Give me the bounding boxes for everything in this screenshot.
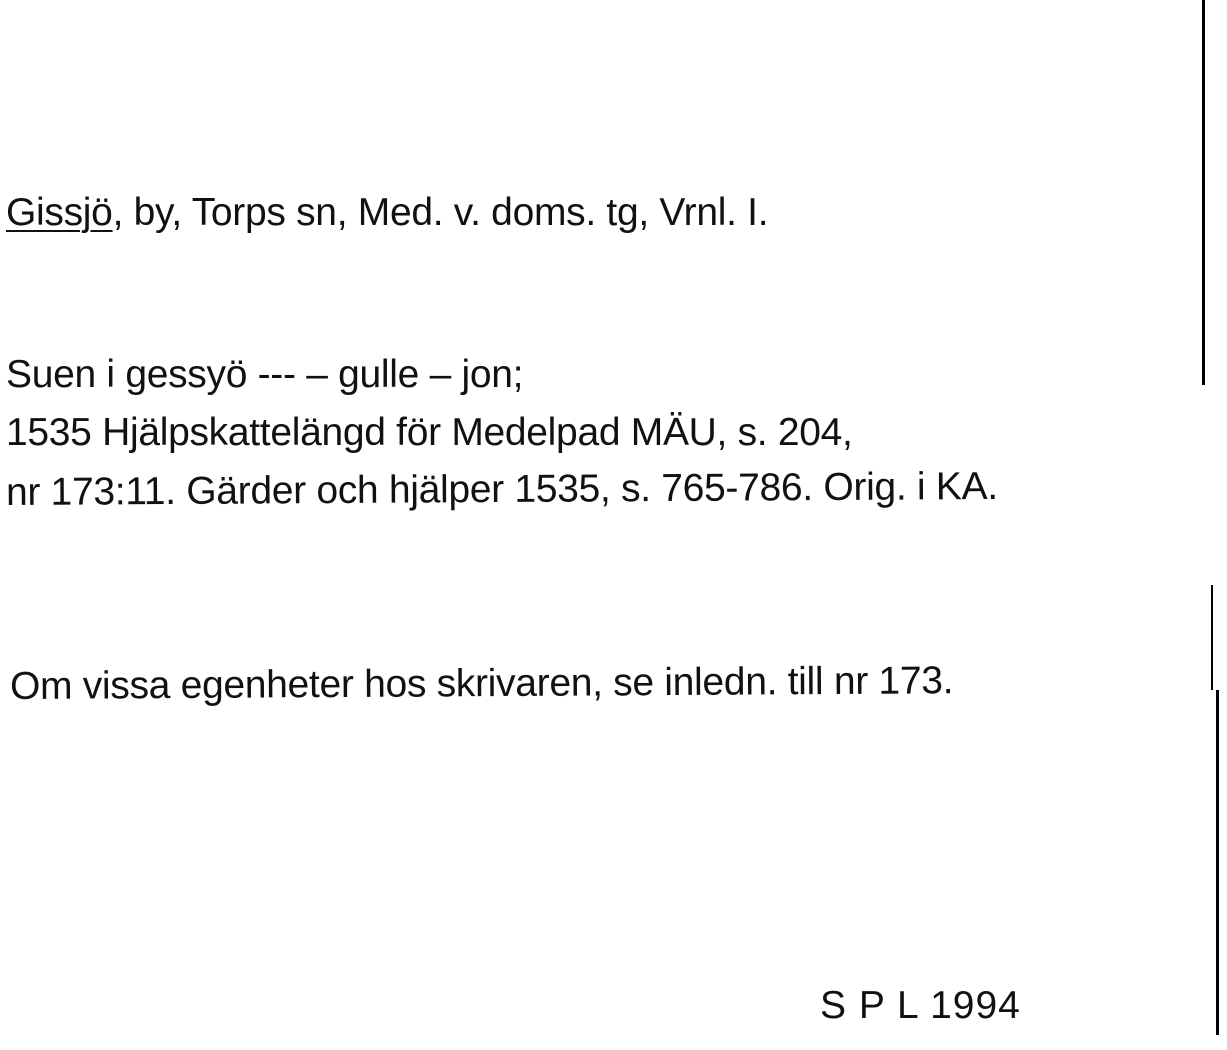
card-edge-middle xyxy=(1211,585,1213,690)
signature: S P L 1994 xyxy=(820,984,1021,1027)
card-edge-bottom xyxy=(1216,690,1219,1035)
source-form-line: Suen i gessyö --- – gulle – jon; xyxy=(6,353,524,396)
card-heading xyxy=(6,190,768,236)
heading-details: , by, Torps sn, Med. v. doms. tg, Vrnl. I. xyxy=(112,191,769,234)
headword: Gissjö xyxy=(6,191,113,234)
card-edge-top xyxy=(1202,0,1205,385)
source-reference-line: 1535 Hjälpskattelängd för Medelpad MÄU, s. 204, xyxy=(6,411,853,454)
source-reference-continuation: nr 173:11. Gärder och hjälper 1535, s. 765-786. Orig. i KA. xyxy=(5,464,998,514)
note-line: Om vissa egenheter hos skrivaren, se inledn. till nr 173. xyxy=(9,659,954,708)
